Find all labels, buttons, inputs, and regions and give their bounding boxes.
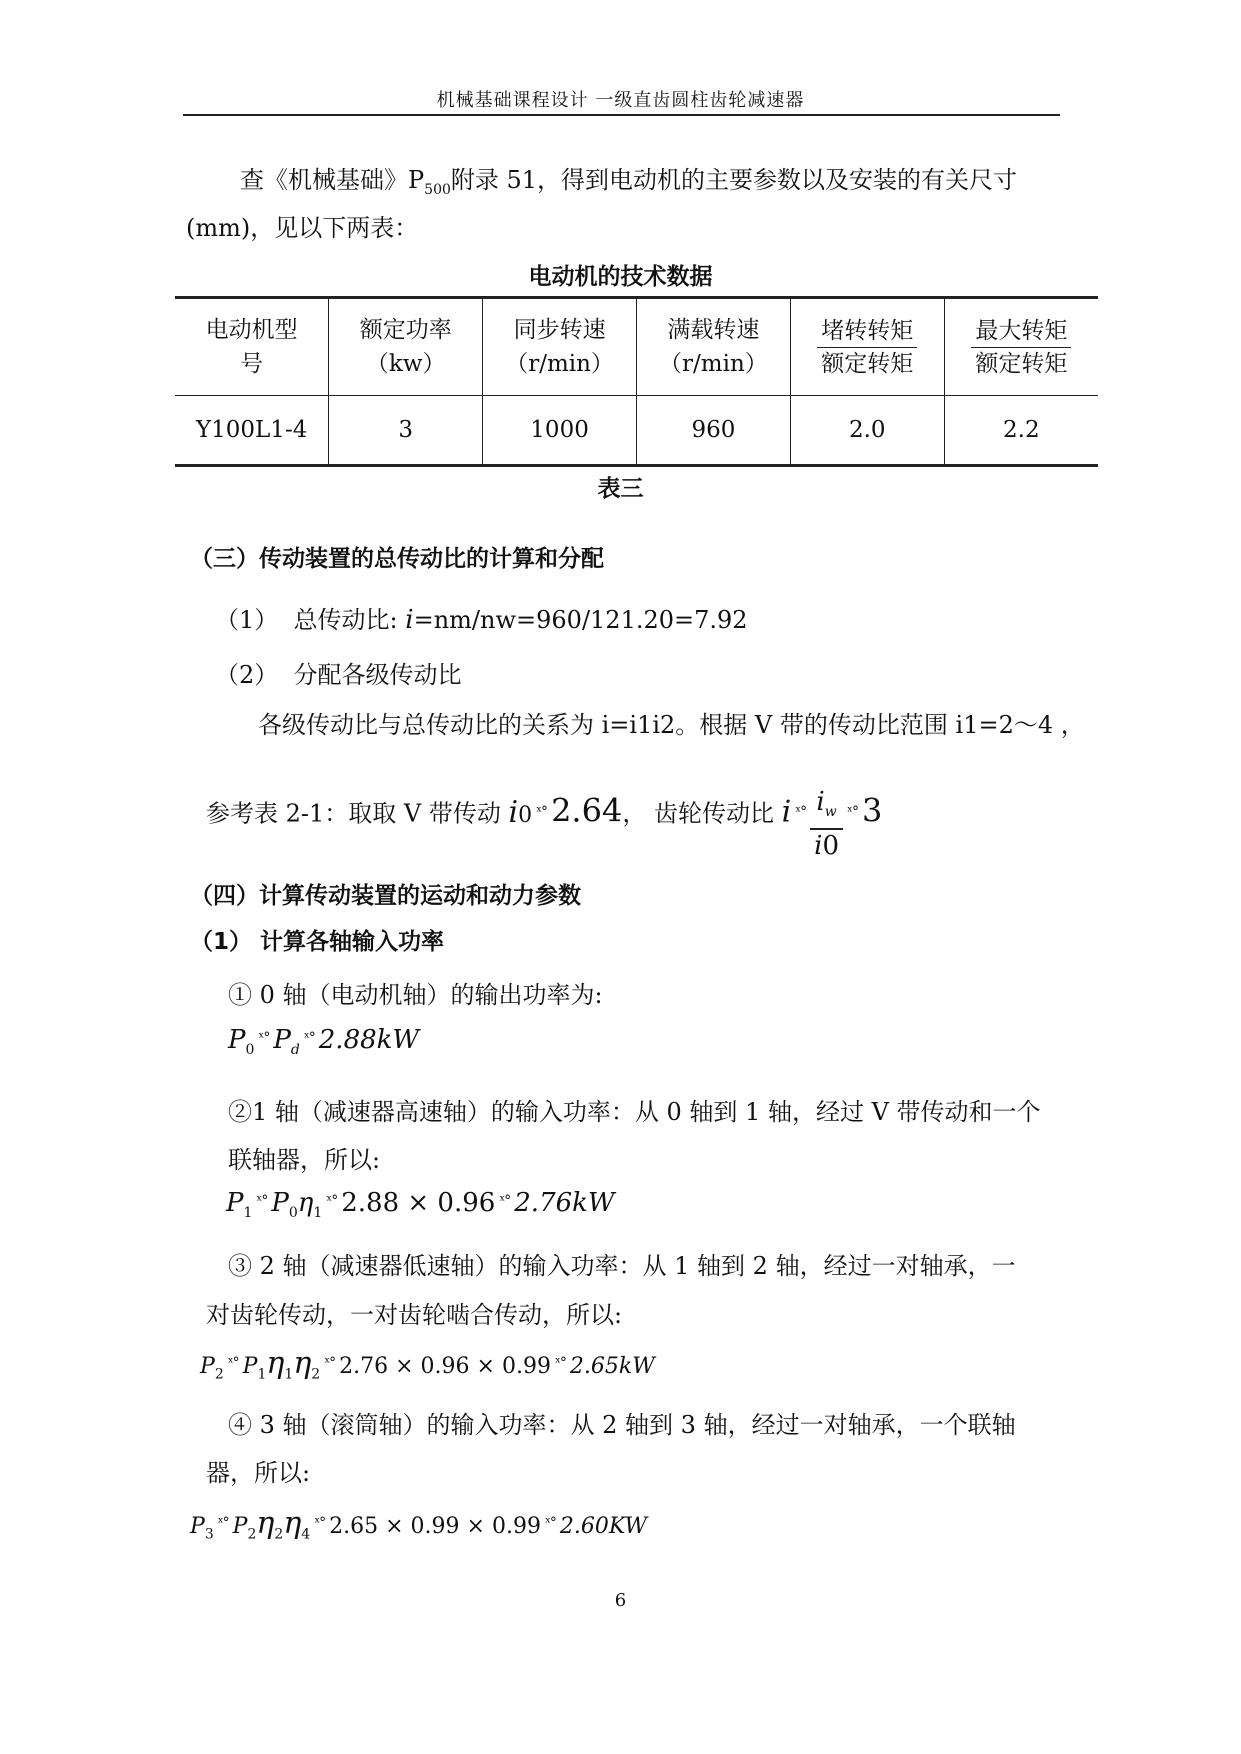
shaft-3-formula: $P_3^{ˣ^\circ}$ $P_2\eta_2\eta_4^{ˣ^\circ}$ 2.65 × 0.99 × 0.99 $^{ˣ^\circ}$ 2.60KW	[190, 1506, 648, 1543]
shaft-1-text-line-1: ②1 轴（减速器高速轴）的输入功率：从 0 轴到 1 轴，经过 V 带传动和一个	[228, 1098, 1041, 1126]
shaft-3-text-line-2: 器，所以:	[206, 1459, 311, 1487]
table-header-cell	[944, 298, 1098, 396]
torque-ratio-fraction: $\frac{\text{堵转转矩}}{\text{额定转矩}}$	[817, 315, 917, 380]
table-cell: 3	[329, 396, 483, 466]
i0-symbol: i0	[508, 794, 533, 830]
table-footer-label: 表三	[597, 476, 644, 502]
table-header-cell	[790, 298, 944, 396]
table-row	[175, 396, 1098, 466]
table-cell: 1000	[483, 396, 637, 466]
intro-subscript: 500	[424, 181, 451, 198]
intro-line-2: (mm)，见以下两表：	[186, 214, 419, 242]
shaft-2-text-line-2: 对齿轮传动，一对齿轮啮合传动，所以:	[206, 1301, 623, 1329]
section-3-heading: （三）传动装置的总传动比的计算和分配	[190, 546, 604, 572]
header-rule	[183, 114, 1060, 116]
page-header-title: 机械基础课程设计 一级直齿圆柱齿轮减速器	[436, 90, 805, 111]
page-number: 6	[614, 1590, 627, 1611]
table-header-cell: 满载转速 （r/min）	[636, 298, 790, 396]
table-header-cell: 同步转速 （r/min）	[483, 298, 637, 396]
shaft-2-formula: $P_2^{ˣ^\circ}$ $P_1\eta_1\eta_2^{ˣ^\circ}$ 2.76 × 0.96 × 0.99 $^{ˣ^\circ}$ 2.65kW	[200, 1346, 655, 1383]
table-cell: 960	[636, 396, 790, 466]
section-3-ratio-line: 参考表 2-1：取取 V 带传动 i0 $^{ˣ^\circ}$ 2.64， 齿轮传动比 i $^{ˣ^\circ}$ $\frac{i_w}{i0}$ $^{ˣ^\circ}$ 3	[206, 787, 883, 862]
gear-ratio-value: 3	[861, 791, 883, 830]
table-header-row	[175, 298, 1098, 396]
gear-ratio-fraction: $\frac{i_w}{i0}$	[810, 786, 843, 862]
shaft-3-text-line-1: ④ 3 轴（滚筒轴）的输入功率：从 2 轴到 3 轴，经过一对轴承，一个联轴	[228, 1411, 1016, 1439]
section-3-paragraph: 各级传动比与总传动比的关系为 i=i1i2。根据 V 带的传动比范围 i1=2～4 ，	[258, 711, 1085, 739]
table-cell: Y100L1-4	[175, 396, 329, 466]
table-cell: 2.0	[790, 396, 944, 466]
shaft-1-text-line-2: 联轴器，所以:	[228, 1146, 381, 1174]
i0-value: 2.64	[551, 791, 623, 830]
torque-ratio-fraction: $\frac{\text{最大转矩}}{\text{额定转矩}}$	[971, 315, 1071, 380]
shaft-2-text-line-1: ③ 2 轴（减速器低速轴）的输入功率：从 1 轴到 2 轴，经过一对轴承，一	[228, 1252, 1016, 1280]
section-3-item-2: （2） 分配各级传动比	[215, 661, 462, 689]
shaft-0-text: ① 0 轴（电动机轴）的输出功率为:	[228, 981, 603, 1009]
section-4-heading: （四）计算传动装置的运动和动力参数	[190, 883, 581, 909]
section-3-item-1: （1） 总传动比: i=nm/nw=960/121.20=7.92	[215, 605, 748, 635]
table-caption: 电动机的技术数据	[528, 264, 713, 290]
shaft-1-formula: $P_1^{ˣ^\circ}$ $P_0\eta_1^{ˣ^\circ}$ 2.88 × 0.96 $^{ˣ^\circ}$ 2.76kW	[226, 1188, 615, 1222]
section-4-subheading: （1） 计算各轴输入功率	[190, 929, 445, 955]
shaft-0-formula: $P_0^{ˣ^\circ}$ $P_d^{ˣ^\circ}$ 2.88kW	[228, 1025, 420, 1059]
motor-spec-table	[175, 296, 1098, 467]
table-header-cell: 电动机型 号	[175, 298, 329, 396]
intro-line-1: 查《机械基础》$P_{500}$附录 51，得到电动机的主要参数以及安装的有关尺寸	[240, 166, 1018, 198]
table-header-cell: 额定功率 （kw）	[329, 298, 483, 396]
table-cell: 2.2	[944, 396, 1098, 466]
